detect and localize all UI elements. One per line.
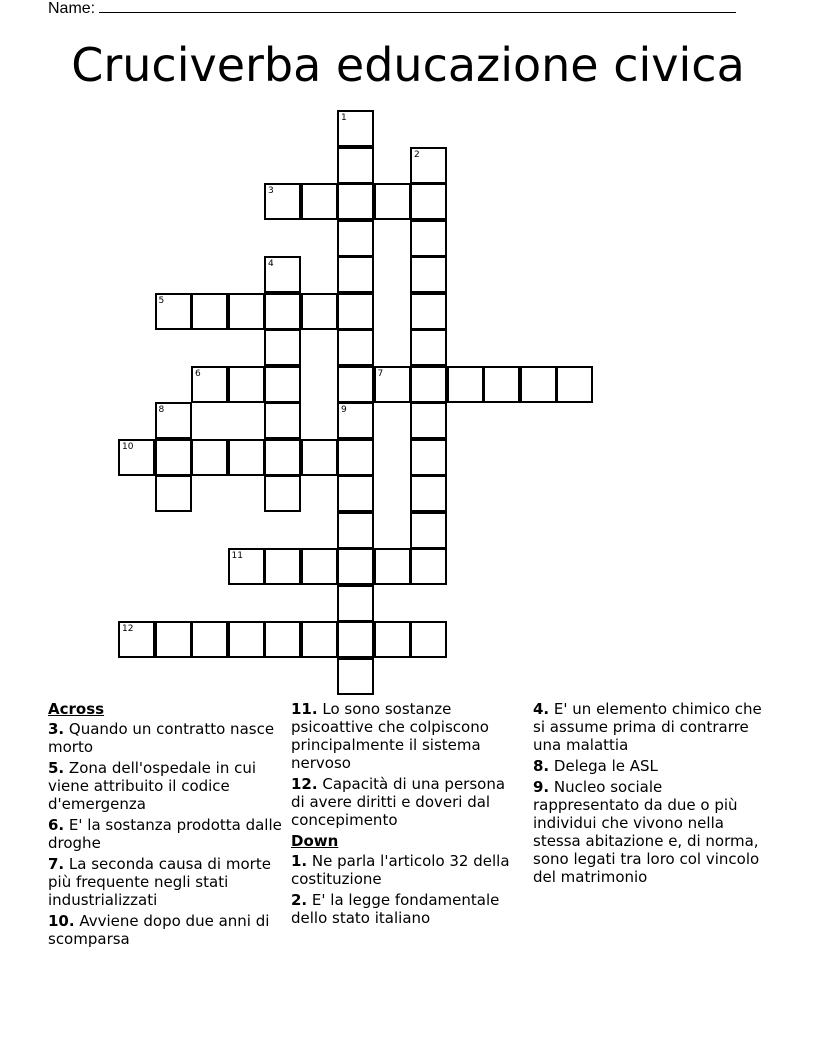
grid-cell[interactable]: [264, 621, 301, 658]
grid-cell[interactable]: [118, 621, 155, 658]
grid-cell[interactable]: [410, 220, 447, 257]
clue-text: E' la sostanza prodotta dalle droghe: [48, 816, 282, 852]
grid-cell[interactable]: [483, 366, 520, 403]
clue-down-1: [291, 852, 521, 888]
cell-number: 6: [195, 368, 201, 379]
name-label: Name:: [48, 0, 96, 17]
grid-cell[interactable]: [410, 183, 447, 220]
grid-cell[interactable]: [264, 293, 301, 330]
clue-number: 1.: [291, 852, 308, 870]
grid-cell[interactable]: [337, 293, 374, 330]
grid-cell[interactable]: [410, 147, 447, 184]
grid-cell[interactable]: [191, 621, 228, 658]
cell-number: 1: [341, 113, 347, 123]
grid-cell[interactable]: [337, 329, 374, 366]
clue-number: 11.: [291, 700, 318, 718]
cell-number: 4: [268, 259, 274, 269]
grid-cell[interactable]: [337, 475, 374, 512]
clue-across-6: [48, 816, 283, 852]
grid-cell[interactable]: [264, 256, 301, 293]
clue-text: Delega le ASL: [553, 757, 658, 775]
grid-cell[interactable]: [301, 183, 338, 220]
grid-cell[interactable]: [264, 548, 301, 585]
cell-number: 7: [377, 368, 384, 379]
grid-cell[interactable]: [410, 512, 447, 549]
page-title: Cruciverba educazione civica: [71, 38, 745, 92]
clue-number: 4.: [533, 700, 550, 718]
grid-cell[interactable]: [410, 548, 447, 585]
grid-cell[interactable]: [155, 293, 192, 330]
grid-cell[interactable]: [337, 402, 374, 439]
grid-cell[interactable]: [264, 366, 301, 403]
clue-text: La seconda causa di morte più frequente negli stati industrializzati: [48, 855, 271, 909]
grid-cell[interactable]: [337, 183, 374, 220]
grid-cell[interactable]: [337, 439, 374, 476]
grid-cell[interactable]: [264, 329, 301, 366]
clue-text: Lo sono sostanze psicoattive che colpiscono principalmente il sistema nervoso: [291, 700, 489, 772]
cell-number: 5: [158, 295, 165, 306]
grid-cell[interactable]: [337, 220, 374, 257]
clue-across-10: [48, 912, 283, 948]
grid-cell[interactable]: [337, 621, 374, 658]
grid-cell[interactable]: [447, 366, 484, 403]
clue-down-2: [291, 891, 521, 927]
clues-column-2: [291, 700, 521, 930]
grid-cell[interactable]: [191, 366, 228, 403]
grid-cell[interactable]: [374, 366, 411, 403]
grid-cell[interactable]: [337, 512, 374, 549]
cell-number: 2: [414, 149, 420, 160]
grid-cell[interactable]: [228, 439, 265, 476]
grid-cell[interactable]: [374, 621, 411, 658]
clue-number: 3.: [48, 720, 65, 738]
grid-cell[interactable]: [155, 439, 192, 476]
grid-cell[interactable]: [155, 621, 192, 658]
clues-column-1: [48, 700, 283, 951]
grid-cell[interactable]: [410, 366, 447, 403]
grid-cell[interactable]: [337, 366, 374, 403]
grid-cell[interactable]: [264, 439, 301, 476]
clue-number: 8.: [533, 757, 550, 775]
clue-number: 12.: [291, 775, 318, 793]
clue-text: Zona dell'ospedale in cui viene attribuito il codice d'emergenza: [48, 759, 257, 813]
grid-cell[interactable]: [410, 256, 447, 293]
grid-cell[interactable]: [337, 256, 374, 293]
grid-cell[interactable]: [337, 147, 374, 184]
grid-cell[interactable]: [264, 475, 301, 512]
grid-cell[interactable]: [337, 585, 374, 622]
grid-cell[interactable]: [301, 293, 338, 330]
clue-across-12: [291, 775, 521, 829]
grid-cell[interactable]: [191, 293, 228, 330]
cell-number: 12: [122, 624, 134, 634]
clue-text: E' un elemento chimico che si assume prima di contrarre una malattia: [533, 700, 762, 754]
clue-text: Quando un contratto nasce morto: [48, 720, 275, 756]
grid-cell[interactable]: [118, 439, 155, 476]
grid-cell[interactable]: [410, 621, 447, 658]
clue-text: E' la legge fondamentale dello stato italiano: [291, 891, 500, 927]
grid-cell[interactable]: [155, 475, 192, 512]
grid-cell[interactable]: [410, 439, 447, 476]
grid-cell[interactable]: [410, 402, 447, 439]
cell-number: 9: [341, 405, 347, 415]
grid-cell[interactable]: [191, 439, 228, 476]
grid-cell[interactable]: [301, 548, 338, 585]
clue-number: 10.: [48, 912, 75, 930]
grid-cell[interactable]: [228, 621, 265, 658]
grid-cell[interactable]: [337, 658, 374, 695]
clue-text: Avviene dopo due anni di scomparsa: [48, 912, 270, 948]
grid-cell[interactable]: [520, 366, 557, 403]
down-header: Down: [291, 832, 339, 850]
clue-across-5: [48, 759, 283, 813]
cell-number: 10: [122, 441, 134, 452]
clue-across-11: [291, 700, 521, 772]
clue-down-8: [533, 757, 768, 775]
grid-cell[interactable]: [337, 110, 374, 147]
grid-cell[interactable]: [410, 293, 447, 330]
clue-number: 9.: [533, 778, 550, 796]
clue-text: Nucleo sociale rappresentato da due o più individui che vivono nella stessa abitazione e, di norma, sono legati tra loro col vincolo del matrimonio: [533, 778, 760, 886]
clue-number: 2.: [291, 891, 308, 909]
grid-cell[interactable]: [374, 548, 411, 585]
cell-number: 8: [158, 405, 165, 415]
grid-cell[interactable]: [228, 293, 265, 330]
grid-cell[interactable]: [556, 366, 593, 403]
across-header: Across: [48, 700, 105, 718]
clue-across-7: [48, 855, 283, 909]
grid-cell[interactable]: [301, 439, 338, 476]
cell-number: 11: [231, 551, 243, 561]
grid-cell[interactable]: [228, 548, 265, 585]
grid-cell[interactable]: [301, 621, 338, 658]
clue-number: 6.: [48, 816, 65, 834]
grid-cell[interactable]: [264, 402, 301, 439]
clue-number: 7.: [48, 855, 65, 873]
cell-number: 3: [268, 186, 274, 196]
clues-column-3: [533, 700, 768, 889]
clue-down-4: [533, 700, 768, 754]
grid-cell[interactable]: [264, 183, 301, 220]
grid-cell[interactable]: [155, 402, 192, 439]
grid-cell[interactable]: [228, 366, 265, 403]
clue-number: 5.: [48, 759, 65, 777]
clue-text: Ne parla l'articolo 32 della costituzione: [291, 852, 510, 888]
clue-across-3: [48, 720, 283, 756]
clue-down-9: [533, 778, 768, 886]
clue-text: Capacità di una persona di avere diritti e doveri dal concepimento: [291, 775, 506, 829]
grid-cell[interactable]: [337, 548, 374, 585]
grid-cell[interactable]: [410, 329, 447, 366]
grid-cell[interactable]: [410, 475, 447, 512]
grid-cell[interactable]: [374, 183, 411, 220]
